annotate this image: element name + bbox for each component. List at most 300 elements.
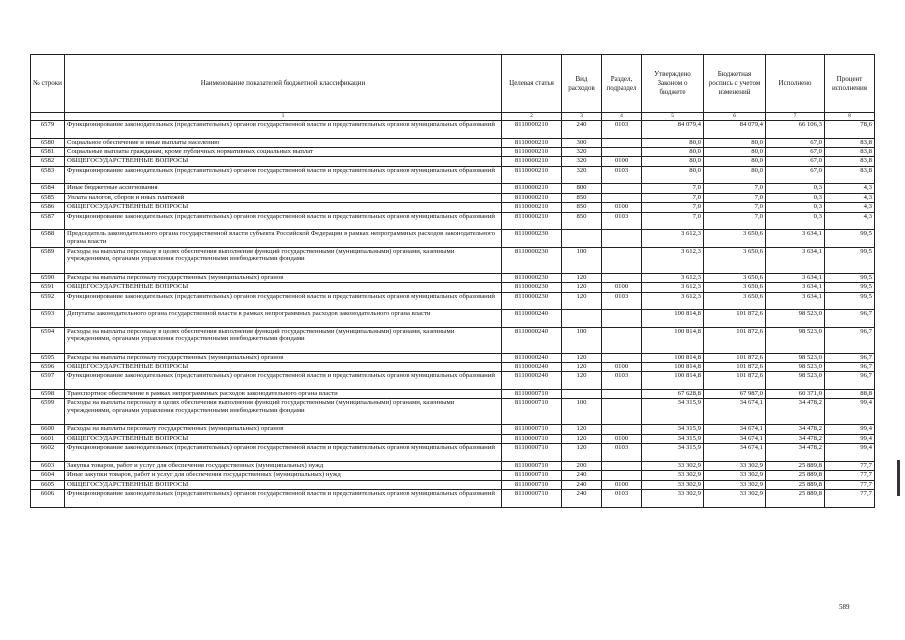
schedule-amount: 34 674,1 xyxy=(704,399,766,425)
schedule-amount: 7,0 xyxy=(704,193,766,202)
schedule-amount: 80,0 xyxy=(704,157,766,166)
row-number: 6584 xyxy=(31,184,65,193)
executed-amount: 0,3 xyxy=(766,184,825,193)
section-code: 0103 xyxy=(602,121,642,139)
table-row xyxy=(31,353,875,362)
approved-amount: 7,0 xyxy=(642,184,704,193)
executed-amount: 98 523,0 xyxy=(766,363,825,372)
percent-executed: 4,3 xyxy=(825,193,875,202)
percent-executed: 99,4 xyxy=(825,434,875,443)
indicator-name: Депутаты законодательного органа государственной власти в рамках непрограммных расходов законодательного органа власти xyxy=(65,310,502,328)
expense-type: 120 xyxy=(562,434,602,443)
section-code xyxy=(602,273,642,282)
approved-amount: 3 612,3 xyxy=(642,273,704,282)
header-executed: Исполнено xyxy=(766,55,825,113)
schedule-amount: 101 872,6 xyxy=(704,327,766,353)
section-code xyxy=(602,353,642,362)
table-row xyxy=(31,480,875,489)
approved-amount: 3 612,3 xyxy=(642,230,704,248)
schedule-amount: 3 650,6 xyxy=(704,247,766,273)
table-row xyxy=(31,121,875,139)
expense-type: 240 xyxy=(562,480,602,489)
target-article: 8110000710 xyxy=(502,399,562,425)
percent-executed: 4,3 xyxy=(825,212,875,230)
executed-amount: 3 634,1 xyxy=(766,273,825,282)
percent-executed: 83,8 xyxy=(825,166,875,184)
target-article: 8110000210 xyxy=(502,166,562,184)
col-number: 8 xyxy=(825,113,875,121)
header-row xyxy=(31,55,875,113)
indicator-name: Функционирование законодательных (представительных) органов государственной власти и представительных органов муниципальных образований xyxy=(65,166,502,184)
expense-type: 240 xyxy=(562,471,602,480)
percent-executed: 99,5 xyxy=(825,273,875,282)
col-number: 7 xyxy=(766,113,825,121)
executed-amount: 67,0 xyxy=(766,157,825,166)
row-number: 6595 xyxy=(31,353,65,362)
row-number: 6593 xyxy=(31,310,65,328)
expense-type: 850 xyxy=(562,193,602,202)
expense-type: 120 xyxy=(562,283,602,292)
row-number: 6597 xyxy=(31,372,65,390)
row-number: 6582 xyxy=(31,157,65,166)
target-article: 8110000210 xyxy=(502,184,562,193)
expense-type: 100 xyxy=(562,327,602,353)
row-number: 6600 xyxy=(31,425,65,434)
percent-executed: 77,7 xyxy=(825,490,875,508)
header-indicator-name: Наименование показателей бюджетной классификации xyxy=(65,55,502,113)
target-article: 8110000240 xyxy=(502,363,562,372)
section-code xyxy=(602,399,642,425)
row-number: 6604 xyxy=(31,471,65,480)
header-expense-type: Вид расходов xyxy=(562,55,602,113)
approved-amount: 33 302,9 xyxy=(642,490,704,508)
percent-executed: 83,8 xyxy=(825,147,875,156)
approved-amount: 33 302,9 xyxy=(642,461,704,470)
row-number: 6586 xyxy=(31,203,65,212)
section-code: 0103 xyxy=(602,212,642,230)
col-number: 4 xyxy=(602,113,642,121)
executed-amount: 98 523,0 xyxy=(766,310,825,328)
executed-amount: 3 634,1 xyxy=(766,247,825,273)
indicator-name: Транспортное обеспечение в рамках непрограммных расходов законодательного органа власти xyxy=(65,390,502,399)
indicator-name: Расходы на выплаты персоналу государственных (муниципальных) органов xyxy=(65,425,502,434)
indicator-name: Иные закупки товаров, работ и услуг для обеспечения государственных (муниципальных) нужд xyxy=(65,471,502,480)
expense-type xyxy=(562,230,602,248)
expense-type: 850 xyxy=(562,203,602,212)
percent-executed: 96,7 xyxy=(825,363,875,372)
executed-amount: 67,0 xyxy=(766,166,825,184)
approved-amount: 34 315,9 xyxy=(642,434,704,443)
target-article: 8110000210 xyxy=(502,147,562,156)
executed-amount: 98 523,0 xyxy=(766,372,825,390)
percent-executed: 99,5 xyxy=(825,247,875,273)
expense-type: 240 xyxy=(562,121,602,139)
percent-executed: 83,8 xyxy=(825,138,875,147)
expense-type: 850 xyxy=(562,212,602,230)
target-article: 8110000240 xyxy=(502,372,562,390)
expense-type: 100 xyxy=(562,247,602,273)
table-row xyxy=(31,212,875,230)
section-code: 0103 xyxy=(602,372,642,390)
indicator-name: Председатель законодательного органа государственной власти субъекта Российской Федерации в рамках непрограммных расходов законодательного органа власти xyxy=(65,230,502,248)
section-code xyxy=(602,138,642,147)
table-row xyxy=(31,283,875,292)
schedule-amount: 7,0 xyxy=(704,203,766,212)
table-row xyxy=(31,471,875,480)
header-row-number: № строки xyxy=(31,55,65,113)
executed-amount: 0,3 xyxy=(766,193,825,202)
approved-amount: 7,0 xyxy=(642,212,704,230)
table-row xyxy=(31,184,875,193)
section-code xyxy=(602,230,642,248)
indicator-name: ОБЩЕГОСУДАРСТВЕННЫЕ ВОПРОСЫ xyxy=(65,203,502,212)
table-row xyxy=(31,273,875,282)
executed-amount: 98 523,0 xyxy=(766,353,825,362)
schedule-amount: 80,0 xyxy=(704,166,766,184)
header-section: Раздел, подраздел xyxy=(602,55,642,113)
budget-table xyxy=(30,54,875,508)
table-row xyxy=(31,444,875,462)
indicator-name: Расходы на выплаты персоналу в целях обеспечения выполнения функций государственными (муниципальными) органами, казенными учреждениями, органами управления государственными внебюджетными фондами xyxy=(65,327,502,353)
indicator-name: Функционирование законодательных (представительных) органов государственной власти и представительных органов муниципальных образований xyxy=(65,292,502,310)
approved-amount: 67 628,8 xyxy=(642,390,704,399)
schedule-amount: 80,0 xyxy=(704,147,766,156)
row-number: 6602 xyxy=(31,444,65,462)
table-row xyxy=(31,157,875,166)
schedule-amount: 7,0 xyxy=(704,212,766,230)
table-row xyxy=(31,363,875,372)
row-number: 6583 xyxy=(31,166,65,184)
row-number: 6580 xyxy=(31,138,65,147)
percent-executed: 96,7 xyxy=(825,310,875,328)
indicator-name: Расходы на выплаты персоналу государственных (муниципальных) органов xyxy=(65,273,502,282)
section-code: 0100 xyxy=(602,203,642,212)
col-number: 5 xyxy=(642,113,704,121)
target-article: 8110000210 xyxy=(502,203,562,212)
executed-amount: 25 889,8 xyxy=(766,461,825,470)
indicator-name: Функционирование законодательных (представительных) органов государственной власти и представительных органов муниципальных образований xyxy=(65,490,502,508)
table-row xyxy=(31,310,875,328)
row-number: 6590 xyxy=(31,273,65,282)
column-number-row xyxy=(31,113,875,121)
percent-executed: 99,4 xyxy=(825,444,875,462)
schedule-amount: 101 872,6 xyxy=(704,372,766,390)
schedule-amount: 33 302,9 xyxy=(704,480,766,489)
expense-type: 120 xyxy=(562,273,602,282)
table-row xyxy=(31,461,875,470)
table-row xyxy=(31,390,875,399)
schedule-amount: 34 674,1 xyxy=(704,444,766,462)
table-row xyxy=(31,138,875,147)
row-number: 6592 xyxy=(31,292,65,310)
percent-executed: 96,7 xyxy=(825,353,875,362)
indicator-name: ОБЩЕГОСУДАРСТВЕННЫЕ ВОПРОСЫ xyxy=(65,363,502,372)
row-number: 6581 xyxy=(31,147,65,156)
header-approved: Утверждено Законом о бюджете xyxy=(642,55,704,113)
approved-amount: 34 315,9 xyxy=(642,425,704,434)
target-article: 8110000710 xyxy=(502,471,562,480)
page-number: 589 xyxy=(839,603,850,611)
expense-type: 120 xyxy=(562,353,602,362)
table-row xyxy=(31,490,875,508)
approved-amount: 84 079,4 xyxy=(642,121,704,139)
expense-type: 800 xyxy=(562,184,602,193)
target-article: 8110000230 xyxy=(502,230,562,248)
section-code: 0103 xyxy=(602,444,642,462)
expense-type xyxy=(562,310,602,328)
expense-type: 120 xyxy=(562,425,602,434)
approved-amount: 100 814,8 xyxy=(642,310,704,328)
executed-amount: 67,0 xyxy=(766,138,825,147)
approved-amount: 34 315,9 xyxy=(642,399,704,425)
header-target-article: Целевая статья xyxy=(502,55,562,113)
approved-amount: 3 612,3 xyxy=(642,292,704,310)
target-article: 8110000230 xyxy=(502,273,562,282)
target-article: 8110000210 xyxy=(502,193,562,202)
expense-type: 120 xyxy=(562,292,602,310)
section-code xyxy=(602,327,642,353)
executed-amount: 60 371,0 xyxy=(766,390,825,399)
section-code: 0103 xyxy=(602,166,642,184)
percent-executed: 4,3 xyxy=(825,203,875,212)
expense-type: 120 xyxy=(562,372,602,390)
executed-amount: 0,3 xyxy=(766,212,825,230)
approved-amount: 80,0 xyxy=(642,166,704,184)
schedule-amount: 80,0 xyxy=(704,138,766,147)
section-code xyxy=(602,390,642,399)
scan-edge-mark xyxy=(897,460,900,496)
schedule-amount: 34 674,1 xyxy=(704,434,766,443)
section-code xyxy=(602,471,642,480)
percent-executed: 99,4 xyxy=(825,399,875,425)
section-code: 0100 xyxy=(602,283,642,292)
indicator-name: ОБЩЕГОСУДАРСТВЕННЫЕ ВОПРОСЫ xyxy=(65,283,502,292)
executed-amount: 98 523,0 xyxy=(766,327,825,353)
table-row xyxy=(31,230,875,248)
table-row xyxy=(31,327,875,353)
section-code xyxy=(602,193,642,202)
table-row xyxy=(31,372,875,390)
percent-executed: 99,5 xyxy=(825,283,875,292)
percent-executed: 83,8 xyxy=(825,157,875,166)
row-number: 6588 xyxy=(31,230,65,248)
target-article: 8110000710 xyxy=(502,444,562,462)
indicator-name: Социальные выплаты гражданам, кроме публичных нормативных социальных выплат xyxy=(65,147,502,156)
approved-amount: 33 302,9 xyxy=(642,471,704,480)
table-row xyxy=(31,147,875,156)
schedule-amount: 101 872,6 xyxy=(704,310,766,328)
schedule-amount: 3 650,6 xyxy=(704,230,766,248)
approved-amount: 7,0 xyxy=(642,193,704,202)
executed-amount: 25 889,8 xyxy=(766,471,825,480)
expense-type: 240 xyxy=(562,490,602,508)
indicator-name: Расходы на выплаты персоналу в целях обеспечения выполнения функций государственными (муниципальными) органами, казенными учреждениями, органами управления государственными внебюджетными фондами xyxy=(65,247,502,273)
approved-amount: 80,0 xyxy=(642,147,704,156)
expense-type: 120 xyxy=(562,363,602,372)
target-article: 8110000710 xyxy=(502,461,562,470)
row-number: 6585 xyxy=(31,193,65,202)
percent-executed: 96,7 xyxy=(825,372,875,390)
target-article: 8110000210 xyxy=(502,138,562,147)
target-article: 8110000210 xyxy=(502,157,562,166)
approved-amount: 33 302,9 xyxy=(642,480,704,489)
indicator-name: ОБЩЕГОСУДАРСТВЕННЫЕ ВОПРОСЫ xyxy=(65,434,502,443)
indicator-name: Закупка товаров, работ и услуг для обеспечения государственных (муниципальных) нужд xyxy=(65,461,502,470)
table-row xyxy=(31,434,875,443)
approved-amount: 3 612,3 xyxy=(642,247,704,273)
section-code xyxy=(602,461,642,470)
executed-amount: 3 634,1 xyxy=(766,230,825,248)
executed-amount: 34 478,2 xyxy=(766,399,825,425)
section-code: 0100 xyxy=(602,363,642,372)
percent-executed: 88,8 xyxy=(825,390,875,399)
row-number: 6589 xyxy=(31,247,65,273)
row-number: 6601 xyxy=(31,434,65,443)
row-number: 6579 xyxy=(31,121,65,139)
schedule-amount: 84 079,4 xyxy=(704,121,766,139)
target-article: 8110000710 xyxy=(502,425,562,434)
schedule-amount: 7,0 xyxy=(704,184,766,193)
table-row xyxy=(31,399,875,425)
executed-amount: 0,3 xyxy=(766,203,825,212)
section-code xyxy=(602,184,642,193)
executed-amount: 3 634,1 xyxy=(766,283,825,292)
target-article: 8110000710 xyxy=(502,490,562,508)
approved-amount: 100 814,8 xyxy=(642,327,704,353)
schedule-amount: 33 302,9 xyxy=(704,461,766,470)
row-number: 6594 xyxy=(31,327,65,353)
percent-executed: 78,6 xyxy=(825,121,875,139)
indicator-name: Функционирование законодательных (представительных) органов государственной власти и представительных органов муниципальных образований xyxy=(65,444,502,462)
expense-type: 120 xyxy=(562,444,602,462)
col-number xyxy=(31,113,65,121)
table-row xyxy=(31,166,875,184)
target-article: 8110000210 xyxy=(502,212,562,230)
indicator-name: Социальное обеспечение и иные выплаты населению xyxy=(65,138,502,147)
approved-amount: 100 814,8 xyxy=(642,353,704,362)
target-article: 8110000240 xyxy=(502,353,562,362)
section-code xyxy=(602,247,642,273)
table-row xyxy=(31,247,875,273)
row-number: 6591 xyxy=(31,283,65,292)
indicator-name: Функционирование законодательных (представительных) органов государственной власти и представительных органов муниципальных образований xyxy=(65,212,502,230)
row-number: 6596 xyxy=(31,363,65,372)
row-number: 6603 xyxy=(31,461,65,470)
row-number: 6605 xyxy=(31,480,65,489)
section-code: 0100 xyxy=(602,434,642,443)
section-code: 0103 xyxy=(602,490,642,508)
expense-type: 300 xyxy=(562,138,602,147)
expense-type: 320 xyxy=(562,147,602,156)
col-number: 6 xyxy=(704,113,766,121)
approved-amount: 100 814,8 xyxy=(642,372,704,390)
percent-executed: 77,7 xyxy=(825,461,875,470)
indicator-name: ОБЩЕГОСУДАРСТВЕННЫЕ ВОПРОСЫ xyxy=(65,480,502,489)
table-body xyxy=(31,121,875,508)
target-article: 8110000230 xyxy=(502,292,562,310)
table-row xyxy=(31,292,875,310)
target-article: 8110000230 xyxy=(502,283,562,292)
approved-amount: 34 315,9 xyxy=(642,444,704,462)
executed-amount: 25 889,8 xyxy=(766,490,825,508)
section-code: 0103 xyxy=(602,292,642,310)
schedule-amount: 3 650,6 xyxy=(704,283,766,292)
col-number: 1 xyxy=(65,113,502,121)
percent-executed: 99,4 xyxy=(825,425,875,434)
indicator-name: Уплата налогов, сборов и иных платежей xyxy=(65,193,502,202)
col-number: 3 xyxy=(562,113,602,121)
percent-executed: 4,3 xyxy=(825,184,875,193)
percent-executed: 99,5 xyxy=(825,230,875,248)
percent-executed: 77,7 xyxy=(825,480,875,489)
schedule-amount: 67 987,0 xyxy=(704,390,766,399)
executed-amount: 34 478,2 xyxy=(766,425,825,434)
approved-amount: 80,0 xyxy=(642,157,704,166)
row-number: 6606 xyxy=(31,490,65,508)
indicator-name: Функционирование законодательных (представительных) органов государственной власти и представительных органов муниципальных образований xyxy=(65,372,502,390)
executed-amount: 34 478,2 xyxy=(766,444,825,462)
expense-type xyxy=(562,390,602,399)
row-number: 6587 xyxy=(31,212,65,230)
schedule-amount: 3 650,6 xyxy=(704,273,766,282)
indicator-name: Расходы на выплаты персоналу в целях обеспечения выполнения функций государственными (муниципальными) органами, казенными учреждениями, органами управления государственными внебюджетными фондами xyxy=(65,399,502,425)
header-budget-schedule: Бюджетная роспись с учетом изменений xyxy=(704,55,766,113)
table-row xyxy=(31,425,875,434)
expense-type: 320 xyxy=(562,166,602,184)
schedule-amount: 34 674,1 xyxy=(704,425,766,434)
approved-amount: 3 612,3 xyxy=(642,283,704,292)
table-row xyxy=(31,203,875,212)
percent-executed: 77,7 xyxy=(825,471,875,480)
col-number: 2 xyxy=(502,113,562,121)
schedule-amount: 33 302,9 xyxy=(704,471,766,480)
schedule-amount: 101 872,6 xyxy=(704,363,766,372)
indicator-name: ОБЩЕГОСУДАРСТВЕННЫЕ ВОПРОСЫ xyxy=(65,157,502,166)
executed-amount: 67,0 xyxy=(766,147,825,156)
header-percent: Процент исполнения xyxy=(825,55,875,113)
section-code xyxy=(602,147,642,156)
section-code: 0100 xyxy=(602,157,642,166)
expense-type: 320 xyxy=(562,157,602,166)
target-article: 8110000240 xyxy=(502,327,562,353)
executed-amount: 25 889,8 xyxy=(766,480,825,489)
executed-amount: 34 478,2 xyxy=(766,434,825,443)
schedule-amount: 33 302,9 xyxy=(704,490,766,508)
target-article: 8110000240 xyxy=(502,310,562,328)
target-article: 8110000710 xyxy=(502,434,562,443)
percent-executed: 96,7 xyxy=(825,327,875,353)
row-number: 6598 xyxy=(31,390,65,399)
executed-amount: 3 634,1 xyxy=(766,292,825,310)
schedule-amount: 101 872,6 xyxy=(704,353,766,362)
approved-amount: 100 814,8 xyxy=(642,363,704,372)
row-number: 6599 xyxy=(31,399,65,425)
indicator-name: Расходы на выплаты персоналу государственных (муниципальных) органов xyxy=(65,353,502,362)
indicator-name: Функционирование законодательных (представительных) органов государственной власти и представительных органов муниципальных образований xyxy=(65,121,502,139)
section-code xyxy=(602,425,642,434)
section-code: 0100 xyxy=(602,480,642,489)
table-row xyxy=(31,193,875,202)
approved-amount: 80,0 xyxy=(642,138,704,147)
percent-executed: 99,5 xyxy=(825,292,875,310)
indicator-name: Иные бюджетные ассигнования xyxy=(65,184,502,193)
schedule-amount: 3 650,6 xyxy=(704,292,766,310)
target-article: 8110000230 xyxy=(502,247,562,273)
expense-type: 100 xyxy=(562,399,602,425)
target-article: 8110000710 xyxy=(502,480,562,489)
approved-amount: 7,0 xyxy=(642,203,704,212)
target-article: 8110000210 xyxy=(502,121,562,139)
